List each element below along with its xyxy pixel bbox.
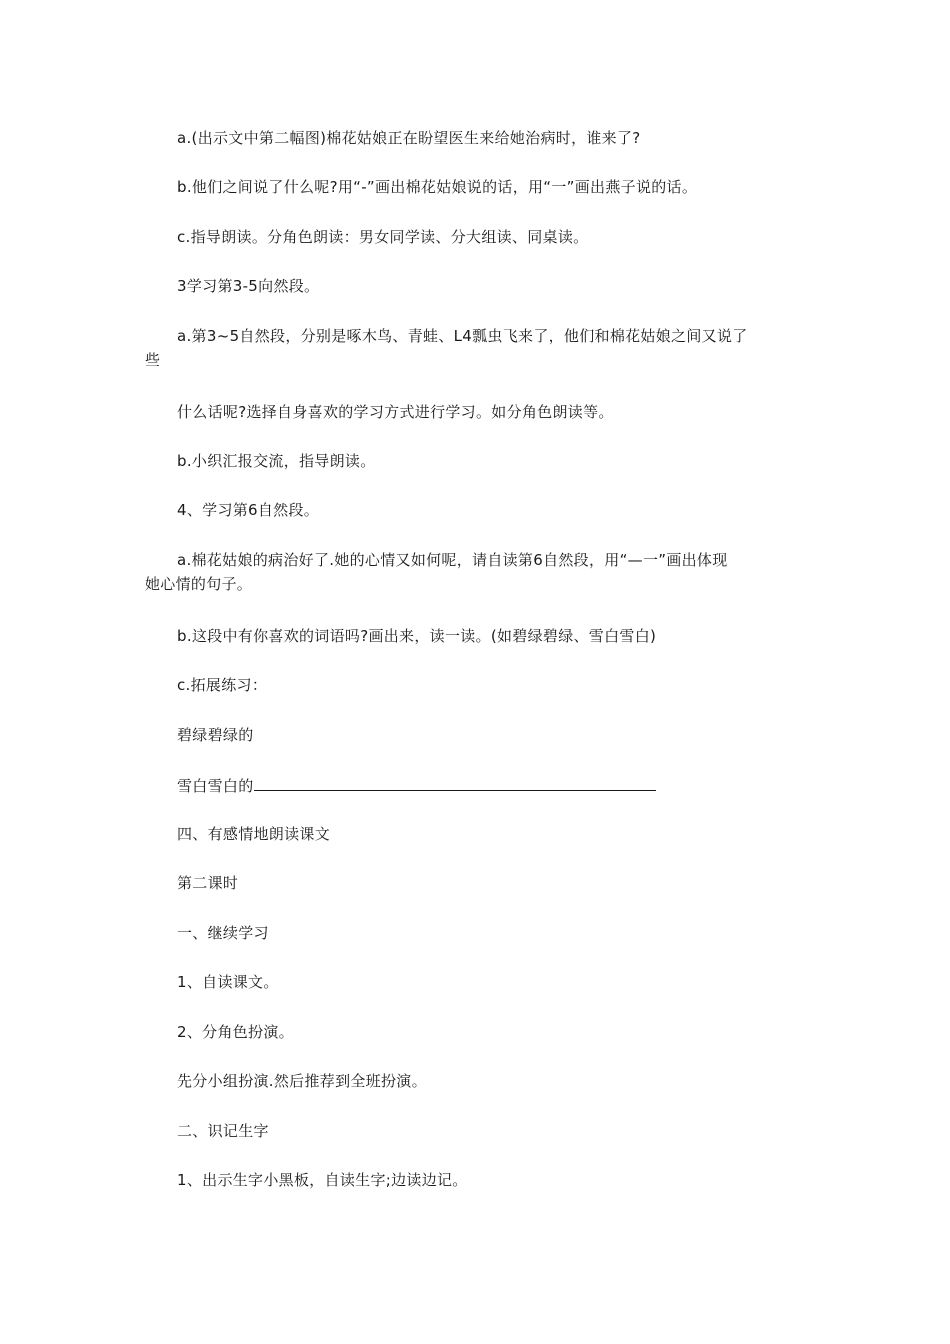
step-2-role-play: 2、分角色扮演。 (177, 1023, 294, 1041)
paragraph-c-extension-exercise: c.拓展练习： (177, 676, 268, 694)
paragraph-b-favorite-words: b.这段中有你喜欢的词语吗?画出来，读一读。(如碧绿碧绿、雪白雪白) (177, 627, 657, 645)
paragraph-a-second-picture: a.(出示文中第二幅图)棉花姑娘正在盼望医生来给她治病时，谁来了? (177, 129, 641, 147)
fill-in-blank-line (254, 774, 656, 791)
lesson-two-heading: 第二课时 (177, 874, 239, 892)
paragraph-a-section3-line1: a.第3~5自然段，分别是啄木鸟、青蛙、L4瓢虫飞来了，他们和棉花姑娘之间又说了 (177, 327, 748, 345)
step-1-new-characters: 1、出示生字小黑板，自读生字;边读边记。 (177, 1171, 468, 1189)
paragraph-learning-method: 什么话呢?选择自身喜欢的学习方式进行学习。如分角色朗读等。 (177, 403, 614, 421)
paragraph-a-section3-line2: 些 (145, 351, 161, 369)
paragraph-group-role-play: 先分小组扮演.然后推荐到全班扮演。 (177, 1072, 427, 1090)
section-four-heading: 四、有感情地朗读课文 (177, 825, 331, 843)
section-one-heading: 一、继续学习 (177, 924, 269, 942)
section-two-heading: 二、识记生字 (177, 1122, 269, 1140)
paragraph-a-section4-line2: 她心情的句子。 (145, 575, 253, 593)
exercise-item-white (177, 774, 656, 796)
section-3-heading: 3学习第3-5向然段。 (177, 277, 320, 295)
exercise-item-white-text: 雪白雪白的 (177, 777, 254, 795)
paragraph-c-reading-guide: c.指导朗读。分角色朗读：男女同学读、分大组读、同桌读。 (177, 228, 589, 246)
exercise-item-green: 碧绿碧绿的 (177, 726, 254, 744)
section-4-heading: 4、学习第6自然段。 (177, 501, 320, 519)
paragraph-b-dialogue: b.他们之间说了什么呢?用“-”画出棉花姑娘说的话，用“一”画出燕子说的话。 (177, 178, 698, 196)
paragraph-b-group-report: b.小织汇报交流，指导朗读。 (177, 452, 376, 470)
paragraph-a-section4-line1: a.棉花姑娘的病治好了.她的心情又如何呢，请自读第6自然段，用“—一”画出体现 (177, 551, 728, 569)
step-1-self-read: 1、自读课文。 (177, 973, 279, 991)
